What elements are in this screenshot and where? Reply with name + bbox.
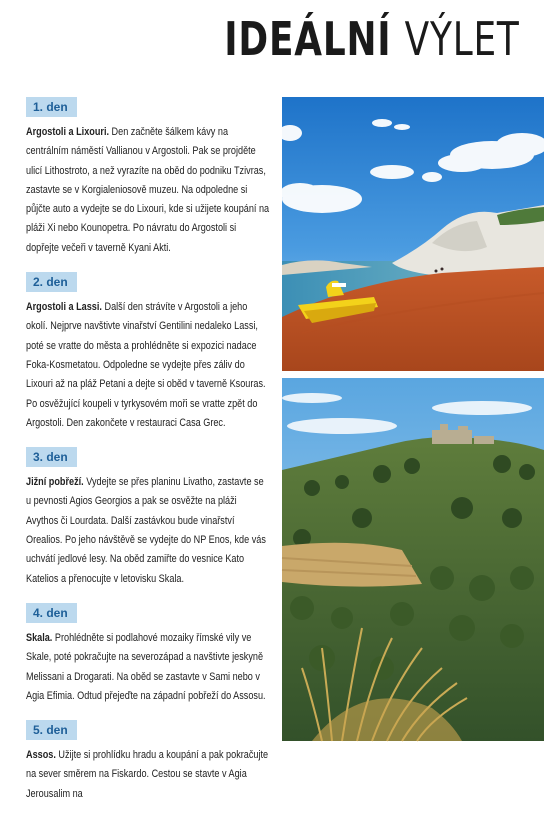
day-4 xyxy=(26,603,270,706)
day-lead: Jižní pobřeží. xyxy=(26,476,84,489)
page-title xyxy=(224,12,520,66)
day-text xyxy=(26,629,269,706)
day-body: Vydejte se přes planinu Livatho, zastavte se u pevnosti Agios Georgios a pak se osvěžte na pláži Avythos či Lourdata. Další zastávkou bude vinařství Orealios. Po jeho návštěvě se vydejte do NP Enos, kde vás uchvátí jedlové lesy. Na oběd zamiřte do vesnice Kato Katelios a přenocujte v letovisku Skala. xyxy=(26,476,266,585)
day-text xyxy=(26,123,269,258)
day-label: 3. den xyxy=(26,447,77,467)
day-label: 2. den xyxy=(26,272,77,292)
day-lead: Assos. xyxy=(26,749,56,762)
day-2 xyxy=(26,272,270,433)
day-label: 5. den xyxy=(26,720,77,740)
beach-photo xyxy=(282,97,544,371)
day-3 xyxy=(26,447,270,589)
day-text xyxy=(26,473,269,589)
day-lead: Argostoli a Lixouri. xyxy=(26,126,110,138)
hill-photo xyxy=(282,378,544,741)
day-1 xyxy=(26,97,270,258)
day-lead: Skala. xyxy=(26,631,53,644)
day-label: 4. den xyxy=(26,603,77,623)
day-body: Prohlédněte si podlahové mozaiky římské vily ve Skale, poté pokračujte na severozápad a navštivte jeskyně Melissani a Drogarati. Na oběd se zastavte v Sami nebo v Agia Efimia. Odtud přejeďte na západní pobřeží do Assosu. xyxy=(26,631,266,702)
title-light: VÝLET xyxy=(405,12,520,66)
day-body: Další den strávíte v Argostoli a jeho okolí. Nejprve navštivte vinařství Gentilini nedaleko Lassi, poté se vratte do města a prohlédněte si expozici nadace Foka-Kosmetatou. Odpoledne se vydejte přes záliv do Lixouri až na pláž Petani a dejte si oběd v taverně Ksouras. Po osvěžující koupeli v tyrkysovém moři se vratte zpět do Argostoli. Den zakončete v restauraci Casa Grec. xyxy=(26,301,266,429)
title-bold: IDEÁLNÍ xyxy=(224,12,392,66)
day-5 xyxy=(26,720,270,804)
day-lead: Argostoli a Lassi. xyxy=(26,301,102,314)
itinerary-column xyxy=(26,97,270,818)
day-text xyxy=(26,746,269,804)
day-body: Den začněte šálkem kávy na centrálním náměstí Vallianou v Argostoli. Pak se projděte ulicí Lithostroto, a než vyrazíte na oběd do podniku Tzivras, zastavte se v Korgialeniosově muzeu. Na odpoledne si půjčte auto a vydejte se do Lixouri, kde si užijete koupání na pláži Xi nebo Kounopetra. Po návratu do Argostoli si dopřejte večeři v taverně Kyani Akti. xyxy=(26,126,270,254)
day-text xyxy=(26,298,269,433)
day-label: 1. den xyxy=(26,97,77,117)
day-body: Užijte si prohlídku hradu a koupání a pak pokračujte na sever směrem na Fiskardo. Cestou se stavte v Agia Jerousalim na xyxy=(26,749,269,800)
